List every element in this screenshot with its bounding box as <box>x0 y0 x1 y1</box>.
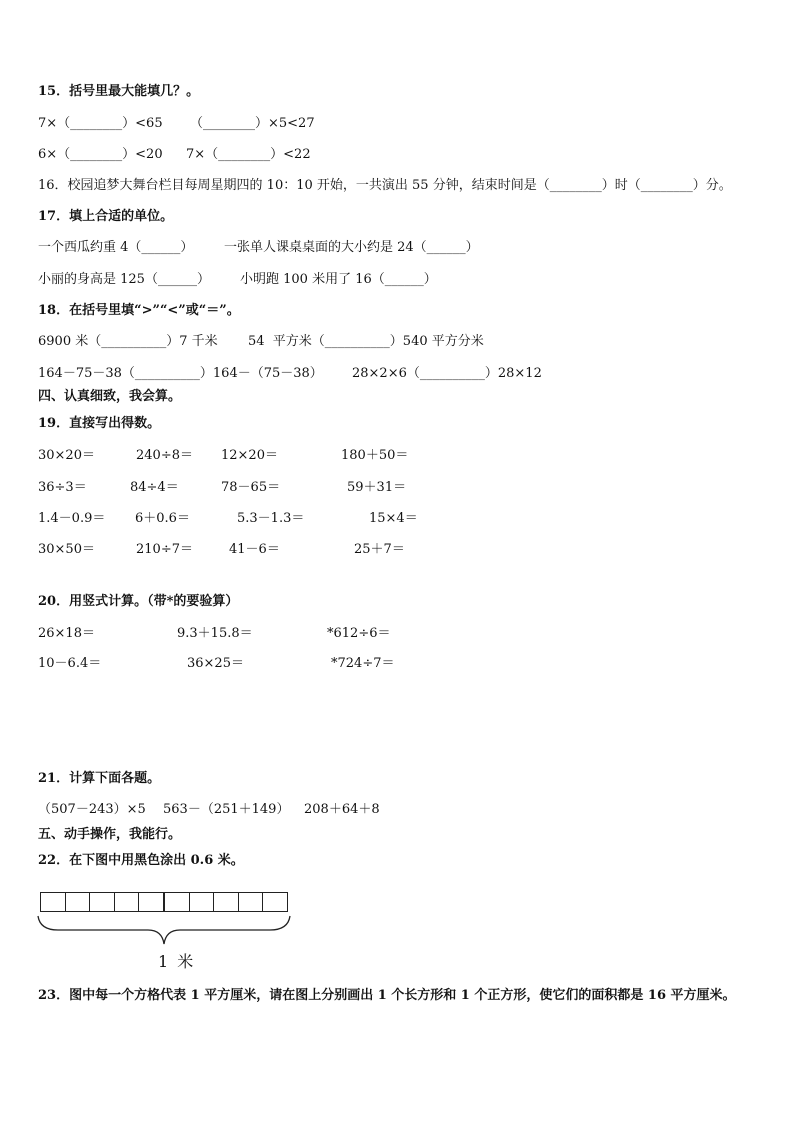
q18-item-3: 164－75－38（__________）164－（75－38） <box>38 366 323 381</box>
q19-cell: 41－6＝ <box>229 542 280 557</box>
q18-item-2: 54 平方米（__________）540 平方分米 <box>248 334 484 349</box>
q18-item-4: 28×2×6（__________）28×12 <box>352 366 542 381</box>
one-meter-label: 1 米 <box>158 952 196 971</box>
q19-cell: 1.4－0.9＝ <box>38 511 106 526</box>
q19-cell: 59＋31＝ <box>347 480 407 495</box>
strip-cell[interactable] <box>165 893 190 911</box>
q19-cell: 36÷3＝ <box>38 480 87 495</box>
q15-title: 15．括号里最大能填几？。 <box>38 84 200 99</box>
strip-cell[interactable] <box>115 893 140 911</box>
q19-cell: 240÷8＝ <box>136 448 193 463</box>
q17-item-3: 小丽的身高是 125（______） <box>38 272 210 287</box>
q18-item-1: 6900 米（__________）7 千米 <box>38 334 218 349</box>
curly-brace <box>36 914 294 948</box>
q19-cell: 5.3－1.3＝ <box>237 511 305 526</box>
q20-item: *724÷7＝ <box>331 656 395 671</box>
q20-item: 10－6.4＝ <box>38 656 102 671</box>
q15-item-3: 6×（________）<20 <box>38 147 163 162</box>
q20-item: *612÷6＝ <box>327 626 391 641</box>
section-5-heading: 五、动手操作，我能行。 <box>38 827 182 842</box>
q19-cell: 12×20＝ <box>221 448 278 463</box>
q20-item: 26×18＝ <box>38 626 95 641</box>
q21-item: 208＋64＋8 <box>304 802 380 817</box>
q21-title: 21．计算下面各题。 <box>38 771 161 786</box>
q20-item: 36×25＝ <box>187 656 244 671</box>
q19-cell: 84÷4＝ <box>130 480 179 495</box>
q21-item: 563－（251＋149） <box>163 802 290 817</box>
q19-cell: 25＋7＝ <box>354 542 405 557</box>
q15-item-4: 7×（________）<22 <box>186 147 311 162</box>
q21-item: （507－243）×5 <box>38 802 146 817</box>
strip-cell[interactable] <box>214 893 239 911</box>
strip-cell[interactable] <box>190 893 215 911</box>
strip-cell[interactable] <box>239 893 264 911</box>
q20-item: 9.3＋15.8＝ <box>177 626 253 641</box>
q17-item-2: 一张单人课桌桌面的大小约是 24（______） <box>224 240 479 255</box>
q15-item-1: 7×（________）<65 <box>38 116 163 131</box>
q19-cell: 210÷7＝ <box>136 542 193 557</box>
q17-item-1: 一个西瓜约重 4（______） <box>38 240 194 255</box>
strip-cell[interactable] <box>263 893 287 911</box>
q23-text: 23．图中每一个方格代表 1 平方厘米，请在图上分别画出 1 个长方形和 1 个正方形，使它们的面积都是 16 平方厘米。 <box>38 988 736 1003</box>
q19-cell: 30×20＝ <box>38 448 95 463</box>
q19-cell: 78－65＝ <box>221 480 281 495</box>
q22-title: 22．在下图中用黑色涂出 0.6 米。 <box>38 853 244 868</box>
q19-cell: 15×4＝ <box>369 511 418 526</box>
q20-title: 20．用竖式计算。（带*的要验算） <box>38 594 239 609</box>
q17-title: 17．填上合适的单位。 <box>38 209 174 224</box>
q15-item-2: （________）×5<27 <box>190 116 315 131</box>
q19-title: 19．直接写出得数。 <box>38 416 161 431</box>
strip-cell[interactable] <box>90 893 115 911</box>
q19-cell: 30×50＝ <box>38 542 95 557</box>
strip-cell[interactable] <box>139 893 165 911</box>
q17-item-4: 小明跑 100 米用了 16（______） <box>240 272 437 287</box>
section-4-heading: 四、认真细致，我会算。 <box>38 389 182 404</box>
q18-title: 18．在括号里填“>”“<”或“＝”。 <box>38 303 240 318</box>
q19-cell: 180＋50＝ <box>341 448 409 463</box>
meter-strip[interactable] <box>40 892 288 912</box>
q19-cell: 6＋0.6＝ <box>135 511 190 526</box>
strip-cell[interactable] <box>41 893 66 911</box>
strip-cell[interactable] <box>66 893 91 911</box>
q16-text: 16．校园追梦大舞台栏目每周星期四的 10：10 开始，一共演出 55 分钟，结束时间是（________）时（________）分。 <box>38 178 732 193</box>
